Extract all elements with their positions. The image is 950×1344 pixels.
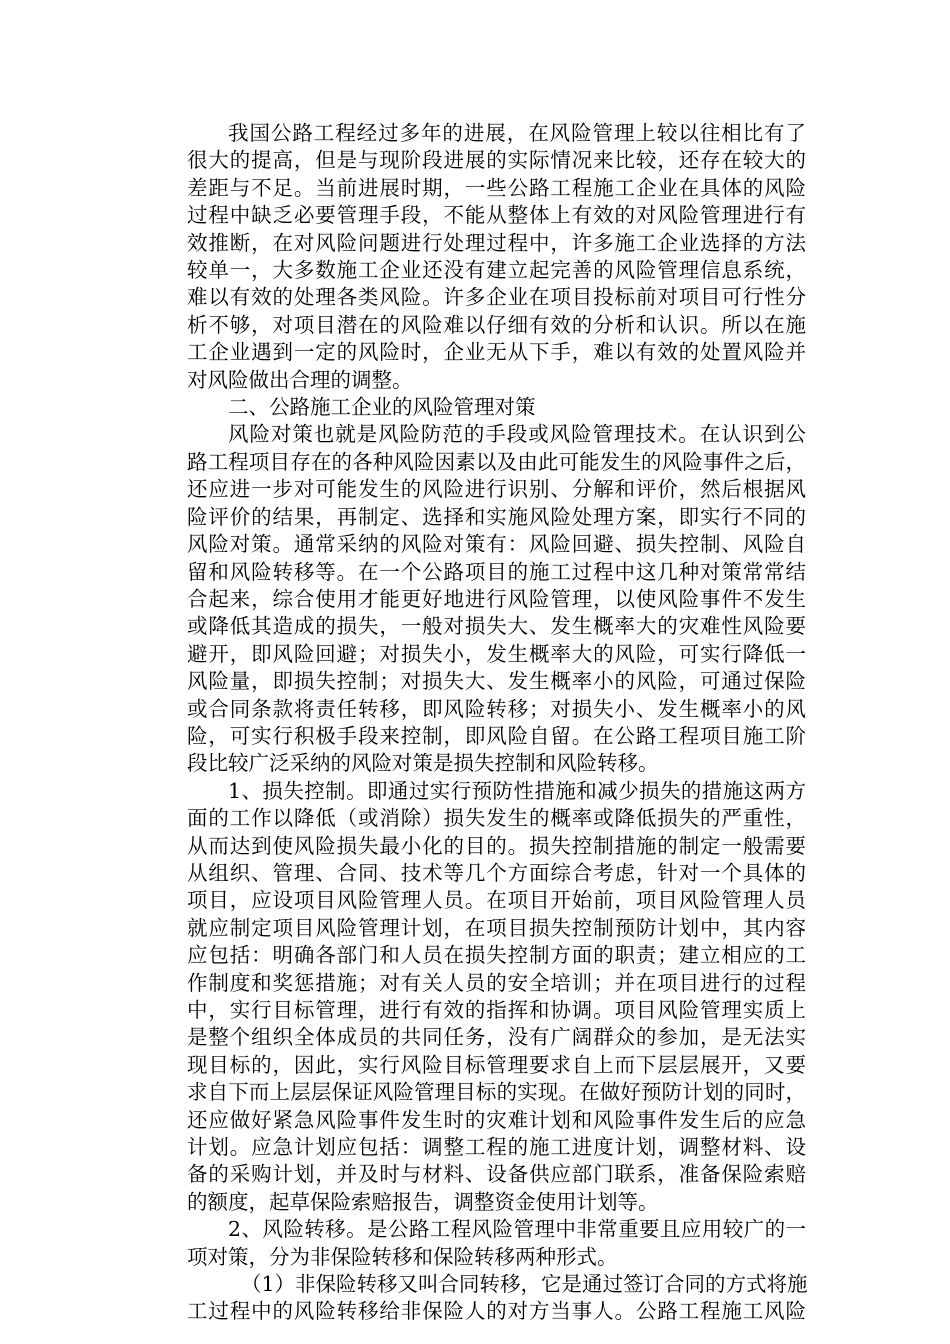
text-line: 险评价的结果，再制定、选择和实施风险处理方案，即实行不同的 bbox=[187, 504, 806, 529]
paragraph-loss-control bbox=[146, 778, 806, 1217]
text-line: 很大的提高，但是与现阶段进展的实际情况来比较，还存在较大的 bbox=[187, 148, 806, 173]
text-line: 我国公路工程经过多年的进展，在风险管理上较以往相比有了 bbox=[228, 121, 806, 145]
text-line: 差距与不足。当前进展时期，一些公路工程施工企业在具体的风险 bbox=[187, 175, 806, 200]
paragraph-risk-status bbox=[146, 120, 806, 394]
paragraph-non-insurance-transfer bbox=[146, 1271, 806, 1326]
text-line: 风险对策。通常采纳的风险对策有：风险回避、损失控制、风险自 bbox=[187, 532, 806, 557]
text-line: 风险对策也就是风险防范的手段或风险管理技术。在认识到公 bbox=[228, 422, 806, 447]
text-line: 较单一，大多数施工企业还没有建立起完善的风险管理信息系统， bbox=[187, 258, 806, 283]
text-line: 路工程项目存在的各种风险因素以及由此可能发生的风险事件之后， bbox=[187, 449, 806, 474]
text-line: 中，实行目标管理，进行有效的指挥和协调。项目风险管理实质上 bbox=[187, 998, 806, 1022]
section-heading-text: 二、公路施工企业的风险管理对策 bbox=[228, 395, 536, 420]
text-line: 或合同条款将责任转移，即风险转移；对损失小、发生概率小的风 bbox=[187, 696, 806, 721]
text-line: 析不够，对项目潜在的风险难以仔细有效的分析和认识。所以在施 bbox=[187, 312, 806, 337]
text-line: 现目标的，因此，实行风险目标管理要求自上而下层层展开，又要 bbox=[187, 1052, 806, 1077]
text-line: 避开，即风险回避；对损失小，发生概率大的风险，可实行降低一 bbox=[187, 641, 806, 666]
text-line: 面的工作以降低（或消除）损失发生的概率或降低损失的严重性， bbox=[187, 806, 806, 831]
text-line: 就应制定项目风险管理计划，在项目损失控制预防计划中，其内容 bbox=[187, 915, 806, 940]
text-line: 效推断，在对风险问题进行处理过程中，许多施工企业选择的方法 bbox=[187, 230, 806, 255]
text-line: 2、风险转移。是公路工程风险管理中非常重要且应用较广的一 bbox=[228, 1217, 806, 1242]
text-line: 对风险做出合理的调整。 bbox=[187, 367, 413, 392]
text-line: 险，可实行积极手段来控制，即风险自留。在公路工程项目施工阶 bbox=[187, 723, 806, 748]
text-line: 计划。应急计划应包括：调整工程的施工进度计划，调整材料、设 bbox=[187, 1135, 806, 1160]
text-line: 从组织、管理、合同、技术等几个方面综合考虑，针对一个具体的 bbox=[187, 860, 806, 885]
text-line: 合起来，综合使用才能更好地进行风险管理，以使风险事件不发生 bbox=[187, 586, 806, 611]
text-line: 留和风险转移等。在一个公路项目的施工过程中这几种对策常常结 bbox=[187, 559, 806, 584]
text-line: （1）非保险转移又叫合同转移，它是通过签订合同的方式将施 bbox=[241, 1272, 808, 1297]
text-line: 难以有效的处理各类风险。许多企业在项目投标前对项目可行性分 bbox=[187, 285, 806, 310]
text-line: 或降低其造成的损失，一般对损失大、发生概率大的灾难性风险要 bbox=[187, 614, 806, 639]
text-line: 项目，应设项目风险管理人员。在项目开始前，项目风险管理人员 bbox=[187, 888, 806, 913]
text-line: 是整个组织全体成员的共同任务，没有广阔群众的参加，是无法实 bbox=[187, 1025, 806, 1050]
text-line: 还应做好紧急风险事件发生时的灾难计划和风险事件发生后的应急 bbox=[187, 1107, 806, 1132]
text-line: 还应进一步对可能发生的风险进行识别、分解和评价，然后根据风 bbox=[187, 477, 806, 502]
text-line: 工企业遇到一定的风险时，企业无从下手，难以有效的处置风险并 bbox=[187, 340, 806, 365]
text-line: 备的采购计划，并及时与材料、设备供应部门联系，准备保险索赔 bbox=[187, 1162, 806, 1187]
text-line: 风险量，即损失控制；对损失大、发生概率小的风险，可通过保险 bbox=[187, 669, 806, 694]
paragraph-risk-transfer bbox=[146, 1216, 806, 1271]
text-line: 过程中缺乏必要管理手段，不能从整体上有效的对风险管理进行有 bbox=[187, 203, 806, 228]
text-line: 1、损失控制。即通过实行预防性措施和减少损失的措施这两方 bbox=[228, 778, 806, 803]
text-line: 应包括：明确各部门和人员在损失控制方面的职责；建立相应的工 bbox=[187, 943, 806, 968]
text-line: 从而达到使风险损失最小化的目的。损失控制措施的制定一般需要 bbox=[187, 833, 806, 858]
text-line: 项对策，分为非保险转移和保险转移两种形式。 bbox=[187, 1244, 618, 1269]
text-line: 段比较广泛采纳的风险对策是损失控制和风险转移。 bbox=[187, 751, 659, 776]
document-body bbox=[146, 120, 806, 1326]
text-line: 工过程中的风险转移给非保险人的对方当事人。公路工程施工风险 bbox=[187, 1299, 806, 1324]
paragraph-risk-countermeasures bbox=[146, 421, 806, 777]
text-line: 的额度，起草保险索赔报告，调整资金使用计划等。 bbox=[187, 1189, 659, 1214]
text-line: 作制度和奖惩措施；对有关人员的安全培训；并在项目进行的过程 bbox=[187, 970, 806, 995]
text-line: 求自下而上层层保证风险管理目标的实现。在做好预防计划的同时， bbox=[187, 1080, 806, 1105]
section-heading bbox=[146, 394, 806, 421]
